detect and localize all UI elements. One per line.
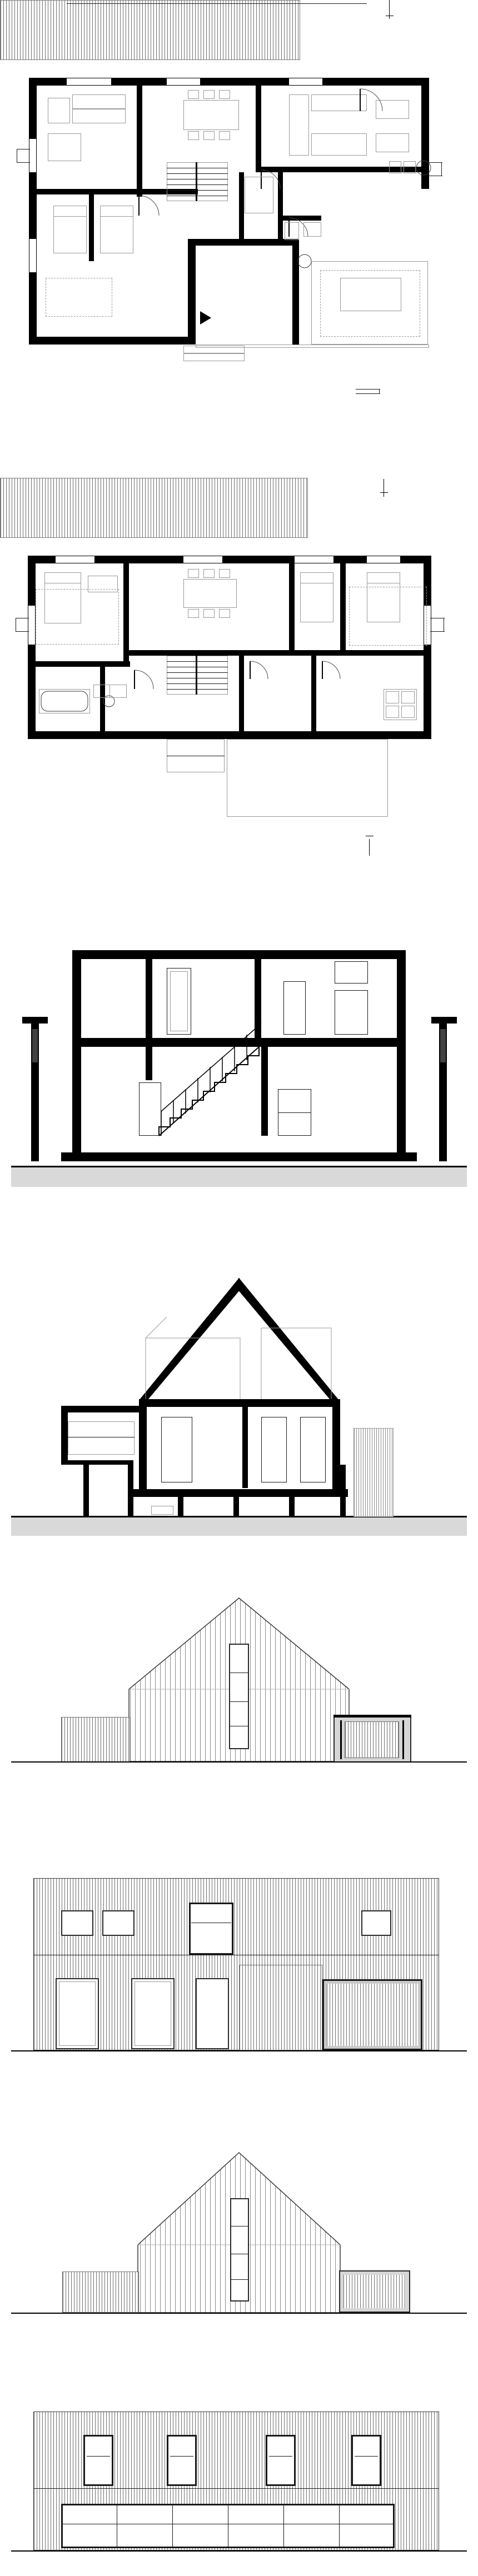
- drawing-elevation-side-long: [0, 1856, 478, 2128]
- window-tall: [83, 2435, 113, 2486]
- opening: [300, 1417, 326, 1482]
- stair-section: [0, 928, 478, 1245]
- opening: [261, 1417, 287, 1482]
- window-tall: [266, 2435, 296, 2486]
- floor-line: [33, 2488, 439, 2489]
- annex-opening: [68, 1421, 135, 1455]
- drawing-plan-ground-floor: [0, 0, 478, 478]
- drawing-section-longitudinal: [0, 928, 478, 1245]
- car-outline: [340, 278, 401, 311]
- ground-line: [11, 2550, 467, 2552]
- feature-window: [189, 1903, 233, 1955]
- opening: [161, 1417, 192, 1482]
- ground-line: [11, 2313, 467, 2314]
- column: [340, 1465, 346, 1517]
- window-tall: [196, 1978, 229, 2049]
- annex-wall: [61, 1406, 68, 1461]
- window: [361, 1910, 391, 1936]
- window: [102, 1910, 135, 1936]
- column: [178, 1497, 183, 1517]
- drawing-elevation-gable-rear: [0, 2128, 478, 2400]
- slot-window: [229, 1644, 249, 1749]
- slot-window: [230, 2198, 249, 2302]
- low-wing: [61, 1717, 130, 1763]
- drawing-plan-upper-floor: [0, 478, 478, 928]
- annex-roof: [61, 1406, 140, 1412]
- window: [61, 1910, 93, 1936]
- annex-floor: [61, 1460, 133, 1465]
- ground-slab: [131, 1489, 348, 1497]
- wall-right: [332, 1399, 340, 1494]
- footing: [151, 1506, 173, 1515]
- plan-circles: [0, 0, 478, 478]
- drawing-section-cross: [0, 1245, 478, 1578]
- drawing-elevation-side-rear: [0, 2400, 478, 2565]
- ground-line: [11, 2050, 467, 2051]
- window-tall: [167, 2435, 197, 2486]
- terrace-outline: [227, 739, 388, 817]
- low-wing: [62, 2272, 139, 2313]
- recessed-panel: [239, 1965, 322, 2050]
- interior-wall: [242, 1407, 248, 1488]
- column: [289, 1497, 295, 1517]
- ground-line: [11, 1761, 467, 1763]
- entrance-step: [183, 346, 245, 353]
- window-tall: [351, 2435, 381, 2486]
- column: [233, 1497, 239, 1517]
- column: [83, 1465, 89, 1517]
- drawing-elevation-gable-front: [0, 1578, 478, 1856]
- wall-left: [139, 1399, 147, 1494]
- column: [128, 1465, 133, 1517]
- upper-floor-slab: [139, 1399, 340, 1407]
- screen-panel: [353, 1428, 394, 1517]
